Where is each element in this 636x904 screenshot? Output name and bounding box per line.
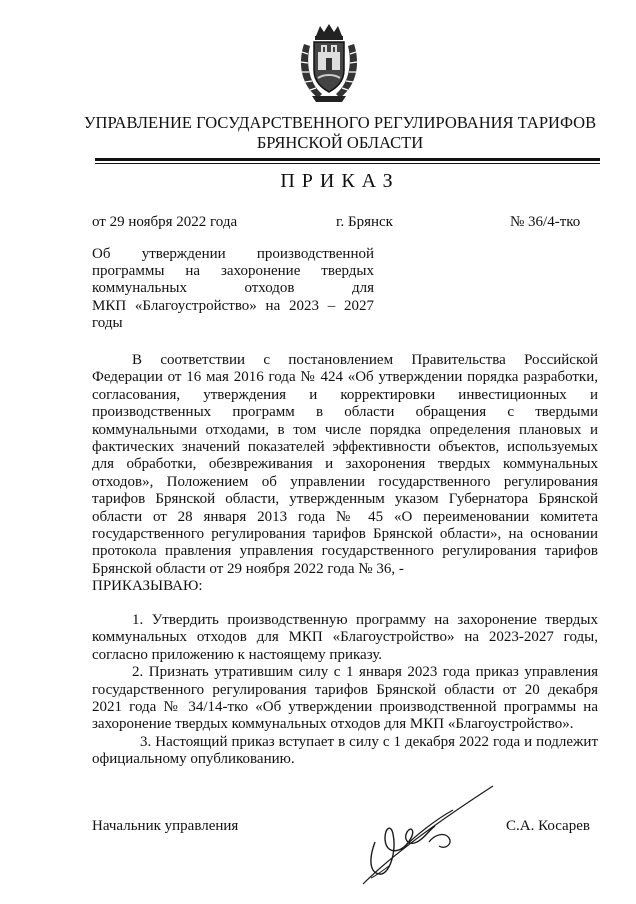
signatory-position: Начальник управления <box>92 818 239 834</box>
preamble-paragraph: В соответствии с постановлением Правительства Российской Федерации от 16 мая 2016 года № 424 «Об утверждении порядка разработки, согласования, утверждения и корректировки инвестиционных и производственных программ в области обращения с твердыми коммунальными отходами, в том числе порядка определения плановых и фактических значений показателей эффективности объектов, используемых для обработки, обезвреживания и захоронения твердых коммунальных отходов», Положением об управлении государственного регулирования тарифов Брянской области, утвержденным указом Губернатора Брянской области от 28 января 2013 года № 45 «О переименовании комитета государственного регулирования тарифов Брянской области», на основании протокола правления управления государственного регулирования тарифов Брянской области от 29 ноября 2022 года № 36, - <box>92 352 598 577</box>
subject-line: программы на захоронение твердых <box>92 263 374 280</box>
header-divider-thin <box>95 163 600 164</box>
subject-line: Об утверждении производственной <box>92 246 374 262</box>
document-date: от 29 ноября 2022 года <box>92 214 238 230</box>
organization-name-line-1: УПРАВЛЕНИЕ ГОСУДАРСТВЕННОГО РЕГУЛИРОВАНИЯ ТАРИФОВ <box>83 113 597 132</box>
handwritten-signature <box>345 780 505 890</box>
coat-of-arms-icon <box>296 22 362 104</box>
header-divider-thick <box>95 158 600 161</box>
subject-line: коммунальных отходов для <box>92 280 374 297</box>
document-subject <box>92 246 374 332</box>
document-type-title: ПРИКАЗ <box>280 170 400 192</box>
order-item-2: 2. Признать утратившим силу с 1 января 2023 года приказ управления государственного регулирования тарифов Брянской области от 20 декабря 2021 года № 34/14-тко «Об утверждении производственной программы на захоронение твердых коммунальных отходов для МКП «Благоустройство». <box>92 664 598 733</box>
subject-line: МКП «Благоустройство» на 2023 – 2027 <box>92 297 374 314</box>
order-word: ПРИКАЗЫВАЮ: <box>92 578 203 595</box>
order-item-3: 3. Настоящий приказ вступает в силу с 1 декабря 2022 года и подлежит официальному опубликованию. <box>92 733 598 768</box>
document-city: г. Брянск <box>336 214 393 230</box>
order-items <box>92 612 598 769</box>
order-item-1: 1. Утвердить производственную программу на захоронение твердых коммунальных отходов для МКП «Благоустройство» на 2023-2027 годы, согласно приложению к настоящему приказу. <box>92 612 598 663</box>
organization-name-line-2: БРЯНСКОЙ ОБЛАСТИ <box>256 133 424 152</box>
document-number: № 36/4-тко <box>510 214 581 230</box>
signatory-name: С.А. Косарев <box>506 818 590 834</box>
subject-line: годы <box>92 314 123 331</box>
document-body <box>92 352 598 596</box>
